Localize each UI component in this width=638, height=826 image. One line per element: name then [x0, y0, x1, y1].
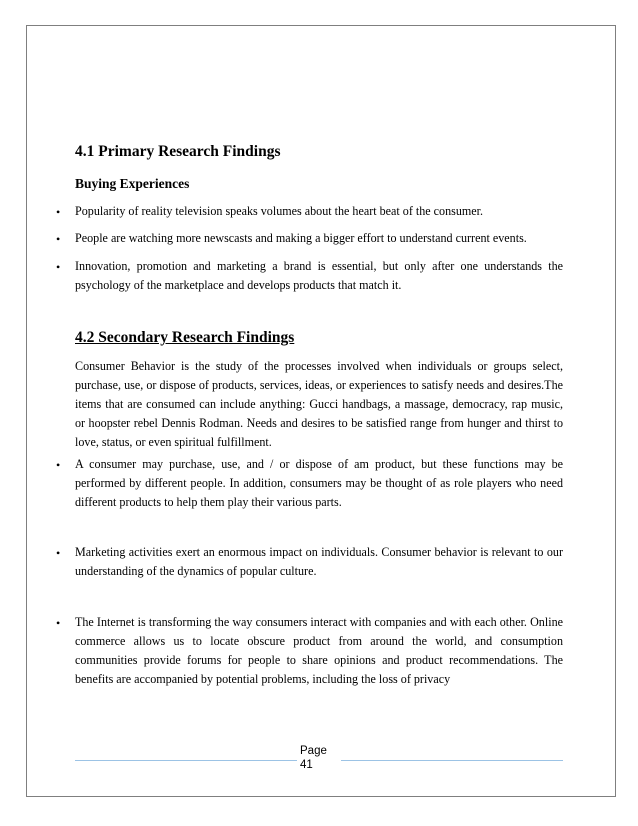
- footer-divider-left: [75, 760, 297, 761]
- bullet-icon: [56, 235, 65, 244]
- bullet-icon: [56, 619, 65, 628]
- bullet-icon: [56, 549, 65, 558]
- list-item: A consumer may purchase, use, and / or dispose of am product, but these functions may be performed by different people. In addition, consumers may be thought of as role players who need different products to help them play their various parts.: [75, 457, 563, 509]
- section-heading-secondary: 4.2 Secondary Research Findings: [75, 329, 295, 346]
- bullet-icon: [56, 461, 65, 470]
- subheading-buying-experiences: Buying Experiences: [75, 176, 190, 191]
- bullet-icon: [56, 263, 65, 272]
- bullet-icon: [56, 208, 65, 217]
- list-item: Innovation, promotion and marketing a brand is essential, but only after one understands the psychology of the marketplace and develops products that match it.: [75, 259, 563, 292]
- footer-divider-right: [341, 760, 563, 761]
- page-number-label: [300, 744, 340, 772]
- list-item: People are watching more newscasts and making a bigger effort to understand current events.: [75, 231, 527, 245]
- list-item: Marketing activities exert an enormous impact on individuals. Consumer behavior is relevant to our understanding of the dynamics of popular culture.: [75, 545, 563, 578]
- page-word: Page: [300, 745, 327, 757]
- intro-paragraph: Consumer Behavior is the study of the processes involved when individuals or groups select, purchase, use, or dispose of products, services, ideas, or experiences to satisfy needs and desires.The items that are consumed can include anything: Gucci handbags, a massage, democracy, rap music, or hoopster rebel Dennis Rodman. Needs and desires to be satisfied range from hunger and thirst to love, status, or even spiritual fulfillment.: [75, 359, 563, 449]
- list-item: The Internet is transforming the way consumers interact with companies and with each other. Online commerce allows us to locate obscure product from around the world, and consumption communities provide forums for people to share opinions and product recommendations. The benefits are accompanied by potential problems, including the loss of privacy: [75, 615, 563, 686]
- page-number: 41: [300, 759, 313, 771]
- list-item: Popularity of reality television speaks volumes about the heart beat of the consumer.: [75, 204, 484, 218]
- section-heading-primary: 4.1 Primary Research Findings: [75, 143, 281, 160]
